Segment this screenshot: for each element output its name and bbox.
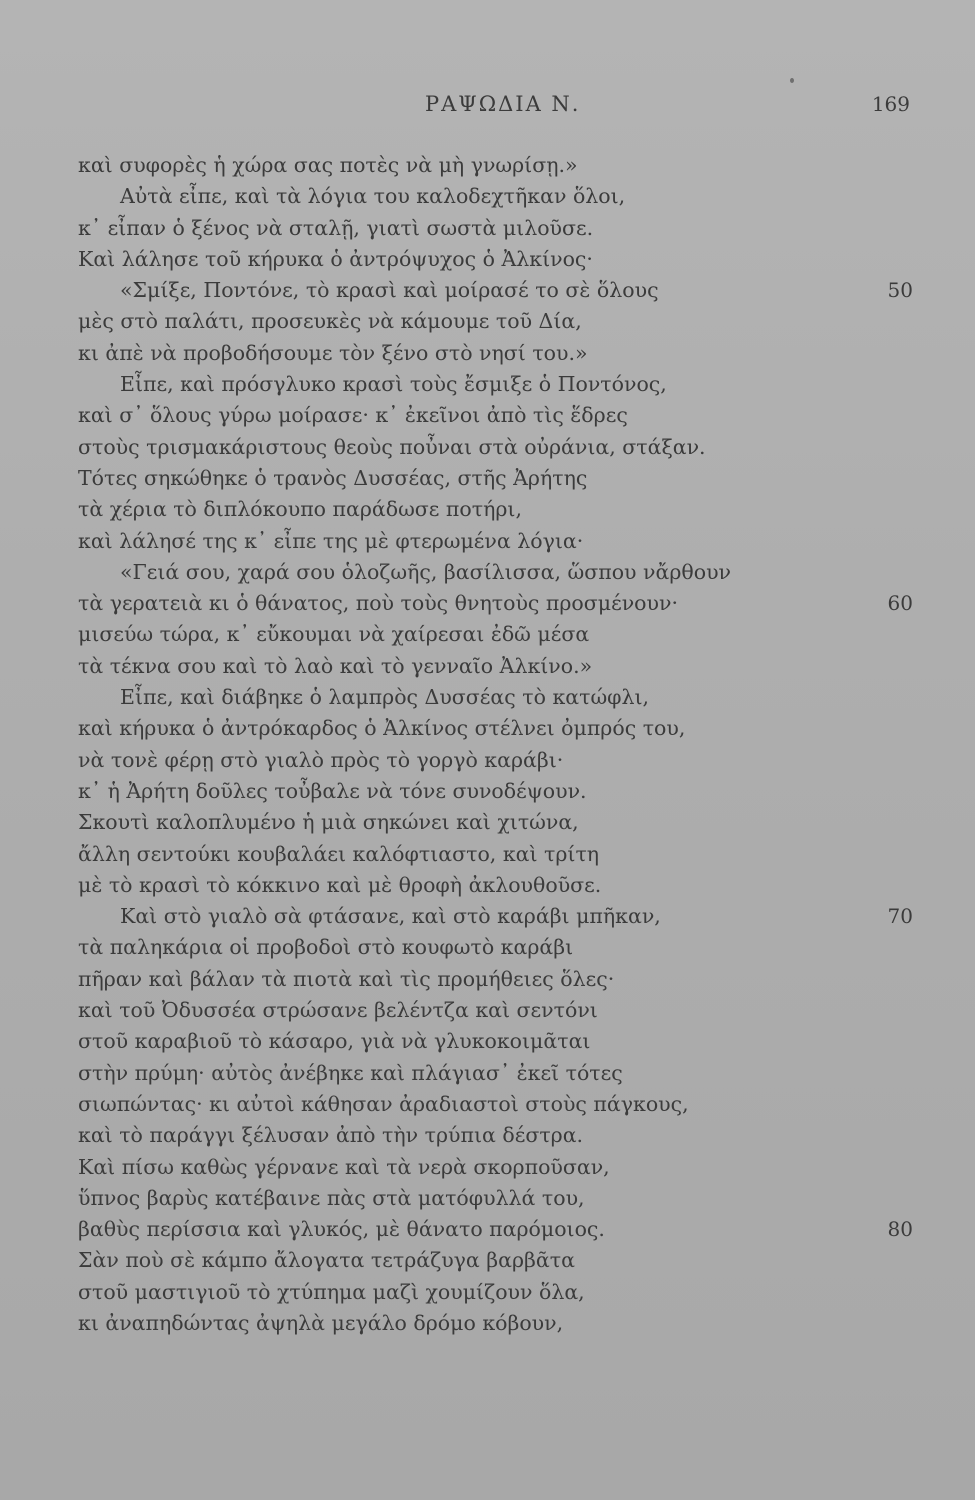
- verse-text: ὕπνος βαρὺς κατέβαινε πὰς στὰ ματόφυλλά του,: [78, 1185, 585, 1210]
- verse-line: [0, 713, 975, 744]
- verse-text: Εἶπε, καὶ πρόσγλυκο κρασὶ τοὺς ἔσμιξε ὁ Ποντόνος,: [120, 372, 667, 397]
- verse-line: [0, 1089, 975, 1120]
- page-header: [0, 92, 975, 122]
- verse-text: τὰ χέρια τὸ διπλόκουπο παράδωσε ποτήρι,: [78, 497, 522, 522]
- verse-line: [0, 1058, 975, 1089]
- verse-text: Εἶπε, καὶ διάβηκε ὁ λαμπρὸς Δυσσέας τὸ κατώφλι,: [120, 685, 650, 710]
- verse-text: Τότες σηκώθηκε ὁ τρανὸς Δυσσέας, στῆς Ἀρήτης: [78, 465, 588, 490]
- verse-text: καὶ σ᾽ ὅλους γύρω μοίρασε· κ᾽ ἐκεῖνοι ἀπὸ τὶς ἕδρες: [78, 403, 628, 428]
- verse-text: σιωπώντας· κι αὐτοὶ κάθησαν ἀραδιαστοὶ στοὺς πάγκους,: [78, 1091, 689, 1116]
- verse-text: κ᾽ εἶπαν ὁ ξένος νὰ σταλῇ, γιατὶ σωστὰ μιλοῦσε.: [78, 215, 594, 240]
- verse-line: [0, 526, 975, 557]
- verse-line: [0, 776, 975, 807]
- verse-line: [0, 995, 975, 1026]
- verse-text: νὰ τονὲ φέρῃ στὸ γιαλὸ πρὸς τὸ γοργὸ καράβι·: [78, 747, 564, 772]
- verse-text: μὲ τὸ κρασὶ τὸ κόκκινο καὶ μὲ θροφὴ ἀκλουθοῦσε.: [78, 872, 602, 897]
- verse-line: [0, 1120, 975, 1151]
- verse-text: πῆραν καὶ βάλαν τὰ πιοτὰ καὶ τὶς προμήθειες ὅλες·: [78, 966, 615, 991]
- verse-text: ἄλλη σεντούκι κουβαλάει καλόφτιαστο, καὶ τρίτη: [78, 841, 600, 866]
- verse-text: καὶ συφορὲς ἡ χώρα σας ποτὲς νὰ μὴ γνωρίσῃ.»: [78, 153, 578, 177]
- verse-line: [0, 244, 975, 275]
- verse-line: [0, 807, 975, 838]
- verse-line: [0, 306, 975, 337]
- verse-text: Καὶ πίσω καθὼς γέρνανε καὶ τὰ νερὰ σκορποῦσαν,: [78, 1154, 610, 1179]
- line-number: 50: [887, 278, 913, 303]
- verse-text: Καὶ στὸ γιαλὸ σὰ φτάσανε, καὶ στὸ καράβι μπῆκαν,: [120, 904, 661, 929]
- verse-line: [0, 964, 975, 995]
- verse-line: [0, 557, 975, 588]
- verse-text: Σὰν ποὺ σὲ κάμπο ἄλογατα τετράζυγα βαρβᾶτα: [78, 1248, 575, 1273]
- verse-text: τὰ γερατειὰ κι ὁ θάνατος, ποὺ τοὺς θνητοὺς προσμένουν·: [78, 591, 678, 616]
- verse-text: στὴν πρύμη· αὐτὸς ἀνέβηκε καὶ πλάγιασ᾽ ἐκεῖ τότες: [78, 1060, 623, 1085]
- verse-line: [0, 745, 975, 776]
- verse-text: τὰ παληκάρια οἱ προβοδοὶ στὸ κουφωτὸ καράβι: [78, 935, 574, 960]
- verse-line: [0, 1245, 975, 1276]
- verse-line: [0, 432, 975, 463]
- verse-line: [0, 400, 975, 431]
- line-number: 70: [887, 904, 913, 929]
- verse-line: [0, 494, 975, 525]
- verse-text: καὶ τὸ παράγγι ξέλυσαν ἀπὸ τὴν τρύπια δέστρα.: [78, 1123, 584, 1148]
- running-title: ΡΑΨΩΔΙΑ Ν.: [425, 92, 581, 116]
- verse-line: [0, 181, 975, 212]
- verse-line: [0, 682, 975, 713]
- verse-text: Αὐτὰ εἶπε, καὶ τὰ λόγια του καλοδεχτῆκαν ὅλοι,: [120, 184, 626, 209]
- verse-text: κ᾽ ἡ Ἀρήτη δοῦλες τοὖβαλε νὰ τόνε συνοδέψουν.: [78, 778, 587, 803]
- verse-text: κι ἀναπηδώντας ἀψηλὰ μεγάλο δρόμο κόβουν,: [78, 1310, 564, 1335]
- ink-speck: [790, 78, 794, 83]
- verse-block: [0, 150, 975, 1339]
- verse-line: [0, 275, 975, 306]
- verse-text: «Σμίξε, Ποντόνε, τὸ κρασὶ καὶ μοίρασέ το σὲ ὅλους: [120, 278, 659, 303]
- verse-line: [0, 338, 975, 369]
- line-number: 60: [887, 591, 913, 616]
- verse-text: Σκουτὶ καλοπλυμένο ἡ μιὰ σηκώνει καὶ χιτώνα,: [78, 810, 579, 835]
- verse-line: [0, 1308, 975, 1339]
- verse-text: βαθὺς περίσσια καὶ γλυκός, μὲ θάνατο παρόμοιος.: [78, 1217, 605, 1242]
- verse-text: καὶ τοῦ Ὀδυσσέα στρώσανε βελέντζα καὶ σεντόνι: [78, 998, 598, 1023]
- verse-line: [0, 463, 975, 494]
- verse-line: [0, 870, 975, 901]
- verse-line: [0, 839, 975, 870]
- verse-text: μὲς στὸ παλάτι, προσευκὲς νὰ κάμουμε τοῦ Δία,: [78, 309, 582, 334]
- verse-text: καὶ κήρυκα ὁ ἀντρόκαρδος ὁ Ἀλκίνος στέλνει ὀμπρός του,: [78, 716, 686, 741]
- verse-line: [0, 1183, 975, 1214]
- verse-line: [0, 588, 975, 619]
- verse-line: [0, 1026, 975, 1057]
- verse-line: [0, 619, 975, 650]
- verse-text: Καὶ λάλησε τοῦ κήρυκα ὁ ἀντρόψυχος ὁ Ἀλκίνος·: [78, 246, 593, 271]
- verse-line: [0, 369, 975, 400]
- verse-text: στοῦ μαστιγιοῦ τὸ χτύπημα μαζὶ χουμίζουν ὅλα,: [78, 1279, 585, 1304]
- verse-line: [0, 901, 975, 932]
- verse-line: [0, 150, 975, 181]
- page-number: 169: [871, 92, 910, 116]
- verse-line: [0, 213, 975, 244]
- verse-line: [0, 1152, 975, 1183]
- verse-line: [0, 932, 975, 963]
- verse-text: καὶ λάλησέ της κ᾽ εἶπε της μὲ φτερωμένα λόγια·: [78, 528, 584, 553]
- verse-line: [0, 651, 975, 682]
- verse-text: στοῦ καραβιοῦ τὸ κάσαρο, γιὰ νὰ γλυκοκοιμᾶται: [78, 1029, 591, 1054]
- verse-text: κι ἀπὲ νὰ προβοδήσουμε τὸν ξένο στὸ νησί του.»: [78, 340, 588, 365]
- verse-text: «Γειά σου, χαρά σου ὁλοζωῆς, βασίλισσα, ὥσπου νἄρθουν: [120, 559, 731, 584]
- verse-text: στοὺς τρισμακάριστους θεοὺς ποὖναι στὰ οὐράνια, στάξαν.: [78, 434, 706, 459]
- verse-text: τὰ τέκνα σου καὶ τὸ λαὸ καὶ τὸ γενναῖο Ἀλκίνο.»: [78, 653, 593, 678]
- verse-text: μισεύω τώρα, κ᾽ εὔκουμαι νὰ χαίρεσαι ἐδῶ μέσα: [78, 622, 590, 647]
- line-number: 80: [887, 1217, 913, 1242]
- verse-line: [0, 1214, 975, 1245]
- verse-line: [0, 1277, 975, 1308]
